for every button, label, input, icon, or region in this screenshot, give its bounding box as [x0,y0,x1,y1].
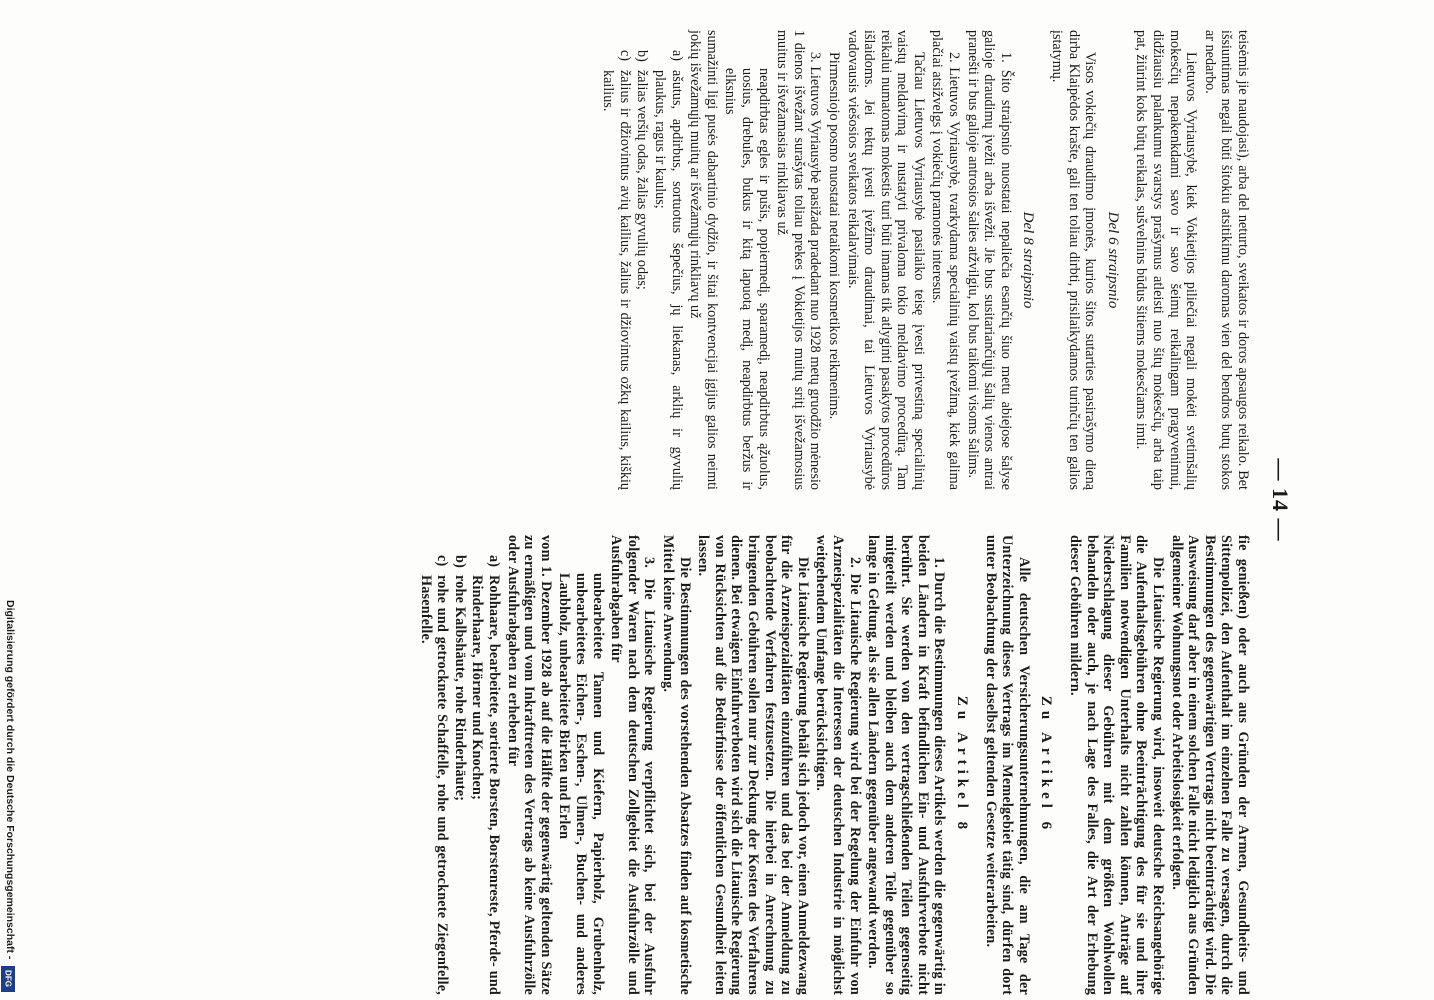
german-list-text: rohe Kalbshäute, rohe Rinderhäute; [451,575,468,802]
lithuanian-list-label: a) [668,50,685,62]
lithuanian-paragraph: Lietuvos Vyriausybė, kiek Vokietijos piliečiai negali mokėti svetimšalių mokesčių nepakenkdami savo ir savo šeimų reikalingam pragyvenimui, didžiausiu palankumu svarstys prašymus atleisti nuo šitų mokesčių, arba taip pat, žiūrint koks būtų reikalas, sušvelnins būdus šitiems mokesčiams imti. [1133,30,1200,490]
german-list-label: a) [486,555,503,568]
lithuanian-paragraph: Tačiau Lietuvos Vyriausybė pasilaiko teisę įvesti privestiną specialinių vaistų meldavimą ir nustatyti privaloma tokio meldavimo procedūrą. Tam reikalui numatomas mokestis turi būti imamas tik atlyginti pasakytos procedūros išlaidoms. Jei tektų įvesti įvežimo draudimai, tai Lietuvos Vyriausybė vadovausis viešosios sveikatos reikalavimais. [844,30,927,490]
german-paragraph: Die Litauische Regierung behält sich jedoch vor, einen Anmeldezwang für die Arzneispezialitäten einzuführen und das bei der Anmeldung zu beobachtende Verfahren festzusetzen. Die hierbei in Anrechnung zu bringenden Gebühren sollen nur zur Deckung der Kosten des Verfahrens dienen. Bei etwaigen Einfuhrverboten wird sich die Litauische Regierung von Rücksichten auf die Bedürfnisse der öffentlichen Gesundheit leiten lassen. [695,535,811,995]
credit-text: Digitalisierung gefördert durch die Deutsche Forschungsgemeinschaft - [4,600,16,960]
lithuanian-paragraph: sumažinti ligi pusės dabartinio dydžio, ir šitai kontvencijai įgijus galios neimti jokių išvežamųjų muitų ar išvežamųjų rinkliavų už [687,30,720,490]
german-paragraph: 2. Die Litauische Regierung wird bei der Regelung der Einfuhr von Arzneispezialitäten die Interessen der deutschen Industrie in möglichst weitgehendem Umfange berücksichtigen. [813,535,863,995]
german-heading-article-8: Zu Artikel 8 [954,695,971,835]
german-paragraph: fie genießen) oder auch aus Gründen der Armen, Gesundheits- und Sittenpolizei, den Aufenthalt im einzelnen Falle zu versagen, durch die Bestimmungen des gegenwärtigen Vertrags nicht beeinträchtigt wird. Die Ausweisung darf aber in einem solchen Falle nicht lediglich aus Gründen allgemeiner Wohnungsnot oder Arbeitslosigkeit erfolgen. [1168,535,1251,995]
lithuanian-heading-article-6: Del 6 straipsnio [1104,211,1121,309]
lithuanian-paragraph: Pirmesniojo posmo nuostatai netaikomi kosmetikos reikmenims. [825,52,842,420]
german-paragraph: 1. Durch die Bestimmungen dieses Artikels werden die gegenwärtig in beiden Ländern in Kraft befindlichen Ein- und Ausfuhrverbote nicht berührt. Sie werden von den vertragschließenden Teilen gegenseitig mitgeteilt werden und bleiben auch dem anderen Teile gegenüber so lange in Geltung, als sie allen Ländern gegenüber angewandt werden. [865,535,948,995]
lithuanian-paragraph: 1. Šito straipsnio nuostatai nepaliečia esančių šiuo metu abiejose šalyse galioje draudimų įvežti arba išvežti. Jie bus susitariančiųjų šalių vienos antrai pranešti ir bus galioje antrosios šalies atžvilgiu, kol bus taikomi visoms šalims. [964,30,1014,490]
german-paragraph: Die Bestimmungen des vorstehenden Absatzes finden auf kosmetische Mittel keine Anwendung. [660,535,693,995]
lithuanian-list-label: c) [616,50,633,62]
lithuanian-list-item [600,30,633,490]
page-number: — 14 — [1268,458,1293,542]
lithuanian-list-text: žalias veršių odas, žalias gyvulių odas; [634,70,651,290]
dfg-logo [1,966,15,992]
german-paragraph: 3. Die Litauische Regierung verpflichtet sich, bei der Ausfuhr folgender Waren nach dem deutschen Zollgebiet die Ausfuhrzölle und Ausfuhrabgaben für [608,535,658,995]
lithuanian-paragraph: 2. Lietuvos Vyriausybė, tvarkydama specialinių vaistų įvežimą, kiek galima plačiai atsižvelgs į vokiečių pramonės interesus. [929,30,963,490]
german-paragraph: vom 1. Dezember 1928 ab auf die Hälfte der gegenwärtig geltenden Sätze zu ermäßigen und vom Inkrafttreten des Vertrags ab keine Ausfuhrzölle oder Ausfuhrabgaben zu erheben für [504,535,554,995]
german-column [416,535,1251,995]
lithuanian-heading-article-8: Del 8 straipsnio [1020,211,1037,309]
lithuanian-list-item [651,30,684,490]
lithuanian-paragraph: 3. Lietuvos Vyriausybė pasižada pradedant nuo 1928 metų gruodžio mėnesio 1 dienos išvežant surašytas toliau prekes į Vokietijos muitų sritį išvežamosius muitus ir išvežamasias rinkliavas už [774,30,824,490]
lithuanian-paragraph: Visos vokiečių draudimo įmonės, kurios šitos sutarties pasirašymo dieną dirba Klaipėdos krašte, gali ten toliau dirbti, prisilaikydamos turinčių ten galios įstatymų. [1049,30,1099,490]
lithuanian-list-label: b) [634,50,651,62]
german-list-label: b) [451,555,468,569]
german-list-text: rohe und getrocknete Schaffelle, rohe und getrocknete Ziegenfelle, Hasenfelle. [417,575,451,995]
lithuanian-column [599,30,1251,490]
lithuanian-list-text: žalius ir džiovintus avių kailius, žalius ir džiovintus ožkų kailius, kiškių kailius. [600,70,633,490]
german-list-text: Rohhaare, bearbeitete, sortierte Borsten, Borstenreste, Pferde- und Rinderhaare, Hörner und Knochen; [469,575,503,995]
german-indented-block: unbearbeitete Tannen und Kiefern, Papierholz, Grubenholz, unbearbeitetes Eichen-, Eschen-, Ulmen-, Buchen- und anderes Laubholz, unbearbeitete Birken und Erlen [556,573,606,995]
lithuanian-indented-block: neapdirbtas egles ir pušis, popiermedį, sparamedį, neapdirbtus ąžuolus, uosius, drebules, bukus ir kitą lapuotą medį, neapdirbtus beržus ir elksnius [722,68,772,490]
lithuanian-list-text: ašutus, apdirbus, sortuotus šepečius, jų liekanas, arklių ir gyvulių plaukus, ragus ir kaulus; [652,70,685,490]
german-heading-article-6: Zu Artikel 6 [1038,695,1055,835]
german-paragraph: Alle deutschen Versicherungsunternehmungen, die am Tage der Unterzeichnung dieses Vertrags im Memelgebiet tätig sind, dürfen dort unter Beobachtung der daselbst geltenden Gesetze weiterarbeiten. [982,535,1032,995]
german-paragraph: Die Litauische Regierung wird, insoweit deutsche Reichsangehörige die Aufenthaltsgebühren ohne Beeinträchtigung des für sie und ihre Familien notwendigen Unterhalts nicht zahlen können, Anträge auf Niederschlagung dieser Gebühren mit dem größten Wohlwollen behandeln oder auch, je nach Lage des Falles, die Art der Erhebung dieser Gebühren mildern. [1067,535,1167,995]
rotated-page-content [117,0,1317,1000]
lithuanian-list-item [634,30,651,490]
digitization-credit [0,600,18,995]
german-list-item [469,535,502,995]
german-list-item [417,535,450,995]
german-list-item [451,535,468,995]
german-list-label: c) [434,555,451,567]
dfg-logo-text: DFG [3,970,13,987]
lithuanian-paragraph: teisėmis jie naudojasi), arba del neturto, sveikatos ir doros apsaugos reikalo. Bet išsiuntimas negali būti šitokiu atsitikimu daromas vien del bendros butų stokos ar nedarbo. [1201,30,1251,490]
